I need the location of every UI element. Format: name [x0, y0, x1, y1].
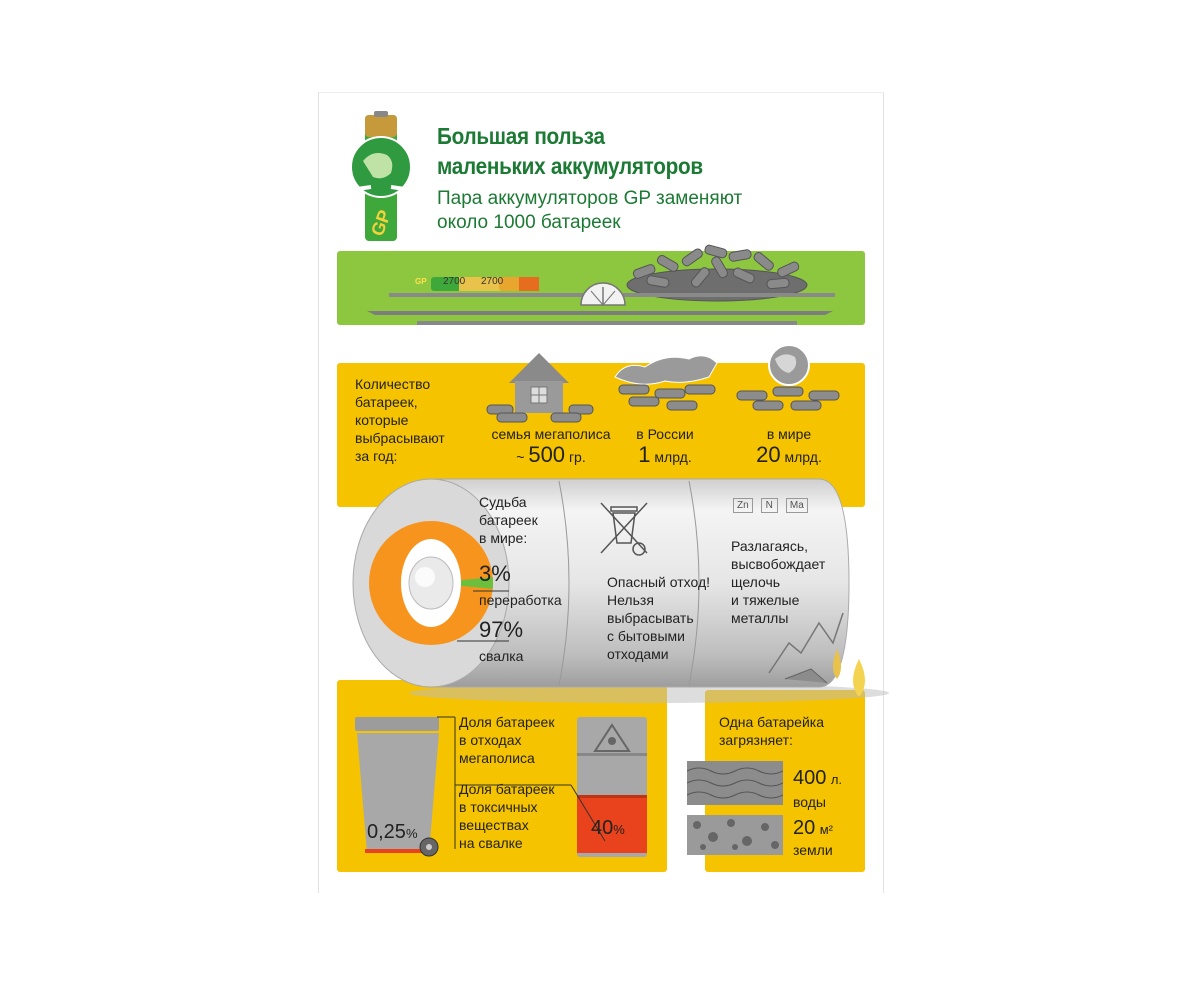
- water-amount: [793, 767, 842, 790]
- battery1-capacity: 2700: [443, 276, 466, 287]
- landfill-label: свалка: [479, 648, 524, 664]
- soil-amount: [793, 817, 833, 840]
- infographic-poster: [318, 92, 884, 893]
- soil-value: 20: [793, 817, 816, 839]
- water-label: воды: [793, 794, 826, 810]
- svg-text:GP: GP: [367, 207, 395, 239]
- amount-value: 500: [528, 442, 566, 467]
- pollution-title: [719, 713, 824, 749]
- amount-label: [355, 375, 445, 465]
- pollution-title-line: загрязняет:: [719, 732, 793, 748]
- waste-share-text: [459, 713, 554, 767]
- element-badge: N: [761, 498, 778, 513]
- waste-share: [367, 821, 418, 844]
- amount-label-line: выбрасывают: [355, 430, 445, 446]
- battery2-capacity: 2700: [481, 276, 504, 287]
- amount-caption: в мире: [766, 426, 812, 442]
- toxic-unit: %: [613, 822, 625, 837]
- amount-value: 20: [756, 442, 781, 467]
- amount-prefix: ~: [516, 449, 525, 465]
- amount-unit: млрд.: [784, 449, 822, 465]
- element-badge: Zn: [733, 498, 753, 513]
- pollution-illustration: [687, 761, 783, 857]
- water-icon: [687, 761, 783, 805]
- amount-label-line: которые: [355, 412, 409, 428]
- hazard-text: [607, 573, 710, 663]
- subtitle-line-1: Пара аккумуляторов GP заменяют: [437, 188, 743, 209]
- waste-line: Доля батареек: [459, 714, 555, 730]
- fate-title-line: в мире:: [479, 530, 528, 546]
- recycle-label: переработка: [479, 592, 562, 608]
- toxic-value: 40: [591, 817, 614, 839]
- water-unit: л.: [830, 772, 843, 787]
- waste-value: 0,25: [367, 821, 406, 843]
- decompose-line: металлы: [731, 610, 789, 626]
- soil-icon: [687, 815, 783, 855]
- page-subtitle: [437, 187, 742, 235]
- amount-item: [615, 425, 715, 467]
- toxic-line: на свалке: [459, 835, 523, 851]
- pollution-title-line: Одна батарейка: [719, 714, 824, 730]
- amount-unit: млрд.: [654, 449, 692, 465]
- amount-caption: семья мегаполиса: [491, 426, 611, 442]
- toxic-line: в токсичных: [459, 799, 538, 815]
- toxic-share: [591, 817, 625, 840]
- amount-label-line: батареек,: [355, 394, 418, 410]
- title-line-1: Большая польза: [437, 123, 605, 149]
- hazard-line: с бытовыми: [607, 628, 685, 644]
- subtitle-line-2: около 1000 батареек: [437, 212, 621, 233]
- amount-label-line: за год:: [355, 448, 398, 464]
- gp-battery-globe-logo: [343, 111, 419, 245]
- element-badges: [733, 498, 808, 513]
- decompose-line: щелочь: [731, 574, 781, 590]
- waste-line: мегаполиса: [459, 750, 535, 766]
- waste-unit: %: [405, 826, 418, 841]
- battery-pile-icon: [627, 244, 807, 301]
- amount-unit: гр.: [568, 449, 586, 465]
- decompose-text: [731, 537, 825, 627]
- hazard-line: отходами: [607, 646, 669, 662]
- amount-caption: в России: [636, 426, 694, 442]
- amount-label-line: Количество: [355, 376, 431, 392]
- decompose-line: Разлагаясь,: [731, 538, 809, 554]
- fate-title: [479, 493, 538, 547]
- toxic-line: веществах: [459, 817, 529, 833]
- soil-unit: м²: [819, 822, 833, 837]
- battery-brand-label: GP: [415, 277, 427, 286]
- page-title: [437, 121, 703, 181]
- soil-label: земли: [793, 842, 833, 858]
- amount-value: 1: [638, 442, 651, 467]
- hazard-line: выбрасывать: [607, 610, 694, 626]
- waste-line: в отходах: [459, 732, 522, 748]
- fate-title-line: Судьба: [479, 494, 527, 510]
- water-value: 400: [793, 767, 827, 789]
- decompose-line: высвобождает: [731, 556, 826, 572]
- toxic-line: Доля батареек: [459, 781, 555, 797]
- russia-map-icon: [605, 341, 725, 423]
- recycle-value: 3%: [479, 561, 511, 586]
- decompose-line: и тяжелые: [731, 592, 800, 608]
- element-badge: Ma: [786, 498, 808, 513]
- fate-title-line: батареек: [479, 512, 538, 528]
- house-with-batteries-icon: [479, 343, 599, 423]
- hazard-line: Опасный отход!: [607, 574, 711, 590]
- amount-item: [739, 425, 839, 467]
- amount-item: [471, 425, 631, 467]
- toxic-share-text: [459, 780, 554, 852]
- hazard-line: Нельзя: [607, 592, 654, 608]
- title-line-2: маленьких аккумуляторов: [437, 153, 703, 179]
- globe-icon: [733, 343, 843, 423]
- landfill-value: 97%: [479, 617, 524, 642]
